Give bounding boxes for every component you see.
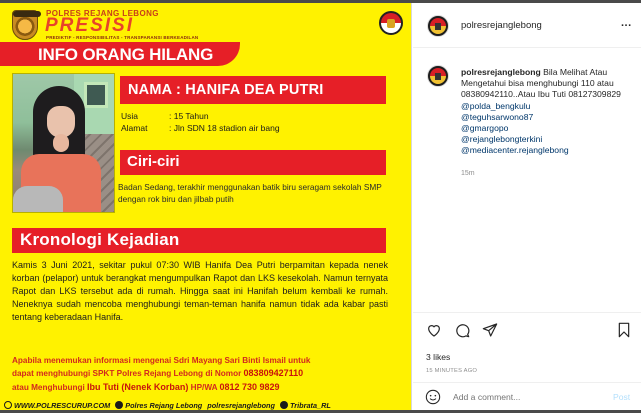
- chronology-text: Kamis 3 Juni 2021, sekitar pukul 07:30 WIB Hanifa Dea Putri berpamitan kepada nenek korban (pelapor) untuk berangkat mengumpulkan Rapot dan LKS kesekolah. Namun ternyata Rapot dan LKS tersebut ada di rumah. Hingga saat ini Hanifah belum kembali ke rumah. Neneknya sudah mencoba menghubungi teman-teman hanifa namun tidak ada kabar pasti tentang keberadaan Hanifa.: [12, 260, 388, 323]
- contact-line-2: dapat menghubungi SPKT Polres Rejang Lebong di Nomor 083809427110: [12, 368, 304, 379]
- globe-icon: [4, 401, 12, 409]
- characteristics-title: Ciri-ciri: [127, 153, 180, 170]
- contact-line-1: Apabila menemukan informasi mengenai Sdri Mayang Sari Binti Ismail untuk: [12, 356, 311, 365]
- contact-phone-number: 0812 730 9829: [219, 381, 280, 392]
- like-heart-icon[interactable]: [426, 322, 442, 338]
- caption-username[interactable]: polresrejanglebong: [461, 67, 541, 77]
- contact-line-3: atau Menghubungi Ibu Tuti (Nenek Korban) HP/WA 0812 730 9829: [12, 381, 280, 392]
- chronology-title: Kronologi Kejadian: [20, 230, 180, 249]
- spkt-phone-number: 083809427110: [243, 368, 304, 379]
- missing-person-photo: [12, 73, 115, 213]
- post-caption: [461, 67, 633, 179]
- detail-label: Usia: [121, 111, 139, 121]
- detail-value: : 15 Tahun: [169, 111, 209, 121]
- detail-label: Alamat: [121, 123, 148, 133]
- post-header: [413, 3, 641, 48]
- comment-icon[interactable]: [454, 322, 470, 338]
- likes-count[interactable]: 3 likes: [426, 352, 451, 362]
- footer-instagram: polresrejanglebong: [207, 401, 275, 410]
- brand-name: PRESISI: [45, 15, 134, 36]
- header-username[interactable]: polresrejanglebong: [461, 20, 542, 31]
- org-name: POLRES REJANG LEBONG: [46, 9, 159, 18]
- caption-text: Bila Melihat Atau Mengetahui bisa menghubungi 110 atau 08380942110..Atau Ibu Tuti 08127309829: [461, 67, 621, 100]
- detail-value: : Jln SDN 18 stadion air bang: [169, 123, 280, 133]
- post-image[interactable]: [0, 3, 412, 413]
- characteristics-text: Badan Sedang, terakhir menggunakan batik biru seragam sekolah SMP dengan rok biru dan jilbab putih: [118, 182, 382, 204]
- twitter-icon: [280, 401, 288, 409]
- contact-person: Ibu Tuti (Nenek Korban): [87, 381, 189, 392]
- post-actions: [413, 312, 641, 412]
- bookmark-save-icon[interactable]: [616, 322, 632, 338]
- mention-link[interactable]: @gmargopo: [461, 123, 509, 134]
- post-side-panel: [413, 3, 641, 413]
- footer-twitter: Tribrata_RL: [280, 401, 331, 410]
- brand-tagline: PREDIKTIF - RESPONSIBILITAS - TRANSPARANSI BERKEADILAN: [46, 35, 199, 40]
- avatar[interactable]: [427, 15, 449, 37]
- header-banner: [0, 42, 240, 66]
- comment-bar: [413, 382, 641, 413]
- presisi-logo: [10, 8, 210, 42]
- contact-info: [12, 355, 404, 394]
- polres-emblem-icon: [379, 11, 403, 35]
- post-timestamp: 15 MINUTES AGO: [426, 368, 478, 374]
- name-text: NAMA : HANIFA DEA PUTRI: [128, 82, 324, 98]
- characteristics-bar: [120, 150, 386, 175]
- header-banner-text: INFO ORANG HILANG: [38, 45, 214, 64]
- facebook-icon: [115, 401, 123, 409]
- post-comment-button[interactable]: Post: [613, 392, 631, 402]
- mention-link[interactable]: @polda_bengkulu: [461, 100, 531, 111]
- police-badge-icon: [12, 10, 38, 40]
- mention-link[interactable]: @rejanglebongterkini: [461, 134, 543, 145]
- more-options-button[interactable]: ...: [621, 17, 632, 29]
- footer-facebook: Polres Rejang Lebong: [115, 401, 202, 410]
- mention-link[interactable]: @mediacenter.rejanglebong: [461, 145, 569, 156]
- emoji-icon[interactable]: [425, 389, 441, 405]
- caption-time: 15m: [461, 169, 475, 177]
- comment-input[interactable]: [453, 392, 593, 402]
- share-send-icon[interactable]: [482, 322, 498, 338]
- footer-website: WWW.POLRESCURUP.COM: [4, 401, 110, 410]
- mention-link[interactable]: @teguhsarwono87: [461, 111, 534, 122]
- caption-avatar[interactable]: [427, 65, 449, 87]
- chronology-bar: [12, 228, 386, 253]
- name-bar: [120, 76, 386, 104]
